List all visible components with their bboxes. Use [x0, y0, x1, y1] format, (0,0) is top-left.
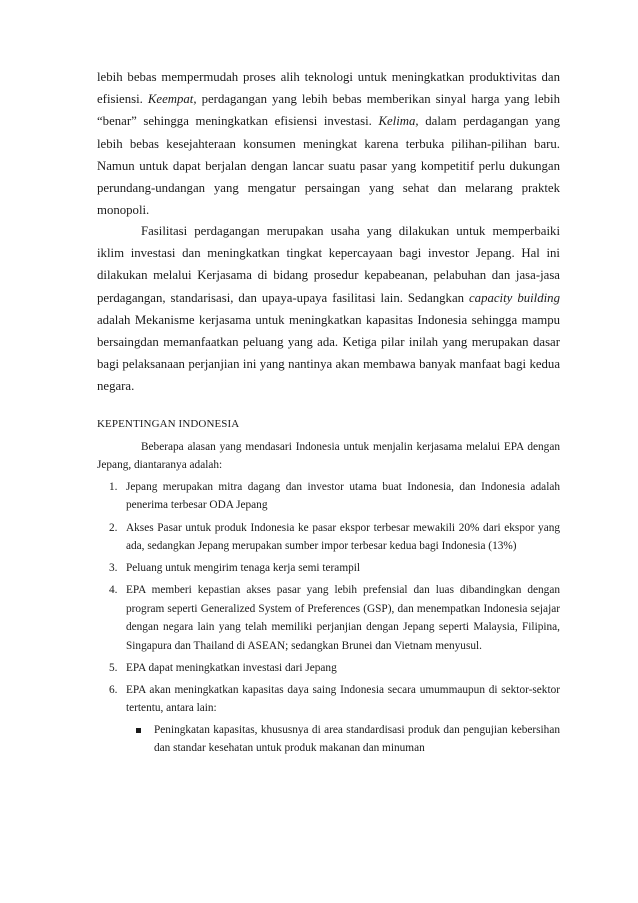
p2-text-a: Fasilitasi perdagangan merupakan usaha yang dilakukan untuk memperbaiki iklim investasi dan meningkatkan tingkat kepercayaan bagi investor Jepang. Hal ini dilakukan melalui Kerjasama di bidang prosedur kepabeanan, pelabuhan dan jasa-jasa perdagangan, standarisasi, dan upaya-upaya fasilitasi lain. Sedangkan — [97, 224, 560, 305]
p1-emphasis-keempat: Keempat, — [147, 92, 197, 107]
p1-text-a: lebih bebas mempermudah proses alih teknologi untuk meningkatkan produktivitas dan efisiensi. — [97, 70, 560, 107]
p1-emphasis-kelima: Kelima, — [378, 114, 419, 129]
list-item — [97, 581, 560, 655]
list-item — [97, 681, 560, 758]
list-item-number: 4. — [109, 584, 118, 597]
list-item-number: 3. — [109, 562, 118, 575]
list-item-text: Jepang merupakan mitra dagang dan investor utama buat Indonesia, dan Indonesia adalah penerima terbesar ODA Jepang — [126, 481, 560, 512]
list-item-number: 6. — [109, 684, 118, 697]
list-item — [97, 519, 560, 556]
list-item — [97, 659, 560, 677]
p1-text-c: perdagangan yang lebih bebas memberikan sinyal harga yang lebih “benar” sehingga meningkatkan efisiensi investasi. — [97, 92, 560, 129]
sub-list — [126, 721, 560, 758]
p2-emphasis-capacity-building: capacity building — [469, 290, 560, 305]
list-item-number: 5. — [109, 661, 118, 674]
sub-list-item — [126, 721, 560, 758]
section-heading: KEPENTINGAN INDONESIA — [97, 418, 240, 430]
list-item — [97, 478, 560, 515]
list-item-text: Peluang untuk mengirim tenaga kerja semi terampil — [126, 562, 361, 575]
intro-paragraph: Beberapa alasan yang mendasari Indonesia untuk menjalin kerjasama melalui EPA dengan Jepang, diantaranya adalah: — [97, 441, 560, 472]
list-item-number: 1. — [109, 481, 118, 493]
p2-text-c: adalah Mekanisme kerjasama untuk meningkatkan kapasitas Indonesia sehingga mampu bersaingdan memanfaatkan peluang yang ada. Ketiga pilar inilah yang merupakan dasar bagi pelaksanaan perjanjian ini yang nantinya akan membawa banyak manfaat bagi kedua negara. — [97, 312, 560, 394]
sub-list-item-text: Peningkatan kapasitas, khususnya di area standardisasi produk dan pengujian kebersihan dan standar kesehatan untuk produk makanan dan minuman — [154, 723, 560, 755]
p1-text-e: dalam perdagangan yang lebih bebas kesejahteraan konsumen meningkat karena terbuka pilihan-pilihan baru. Namun untuk dapat berjalan dengan lancar suatu pasar yang kompetitif perlu dukungan perundang-undangan yang mengatur persaingan yang sehat dan melarang praktek monopoli. — [97, 114, 560, 218]
list-item-text: Akses Pasar untuk produk Indonesia ke pasar ekspor terbesar mewakili 20% dari ekspor yang ada, sedangkan Jepang merupakan sumber impor terbesar kedua bagi Indonesia (13%) — [126, 521, 560, 553]
list-item-text: EPA akan meningkatkan kapasitas daya saing Indonesia secara umummaupun di sektor-sektor tertentu, antara lain: — [126, 684, 560, 715]
reasons-list — [97, 478, 560, 761]
list-item — [97, 559, 560, 577]
square-bullet-icon — [136, 728, 141, 733]
list-item-number: 2. — [109, 521, 118, 534]
list-item-text: EPA dapat meningkatkan investasi dari Jepang — [126, 661, 337, 674]
paragraph-1 — [97, 66, 560, 221]
paragraph-2 — [97, 220, 560, 398]
list-item-text: EPA memberi kepastian akses pasar yang lebih prefensial dan luas dibandingkan dengan program seperti Generalized System of Preferences (GSP), dan menempatkan Indonesia sejajar dengan negara lain yang telah memiliki perjanjian dengan Jepang seperti Malaysia, Filipina, Singapura dan Thailand di ASEAN; sedangkan Brunei dan Vietnam menyusul. — [126, 584, 560, 652]
